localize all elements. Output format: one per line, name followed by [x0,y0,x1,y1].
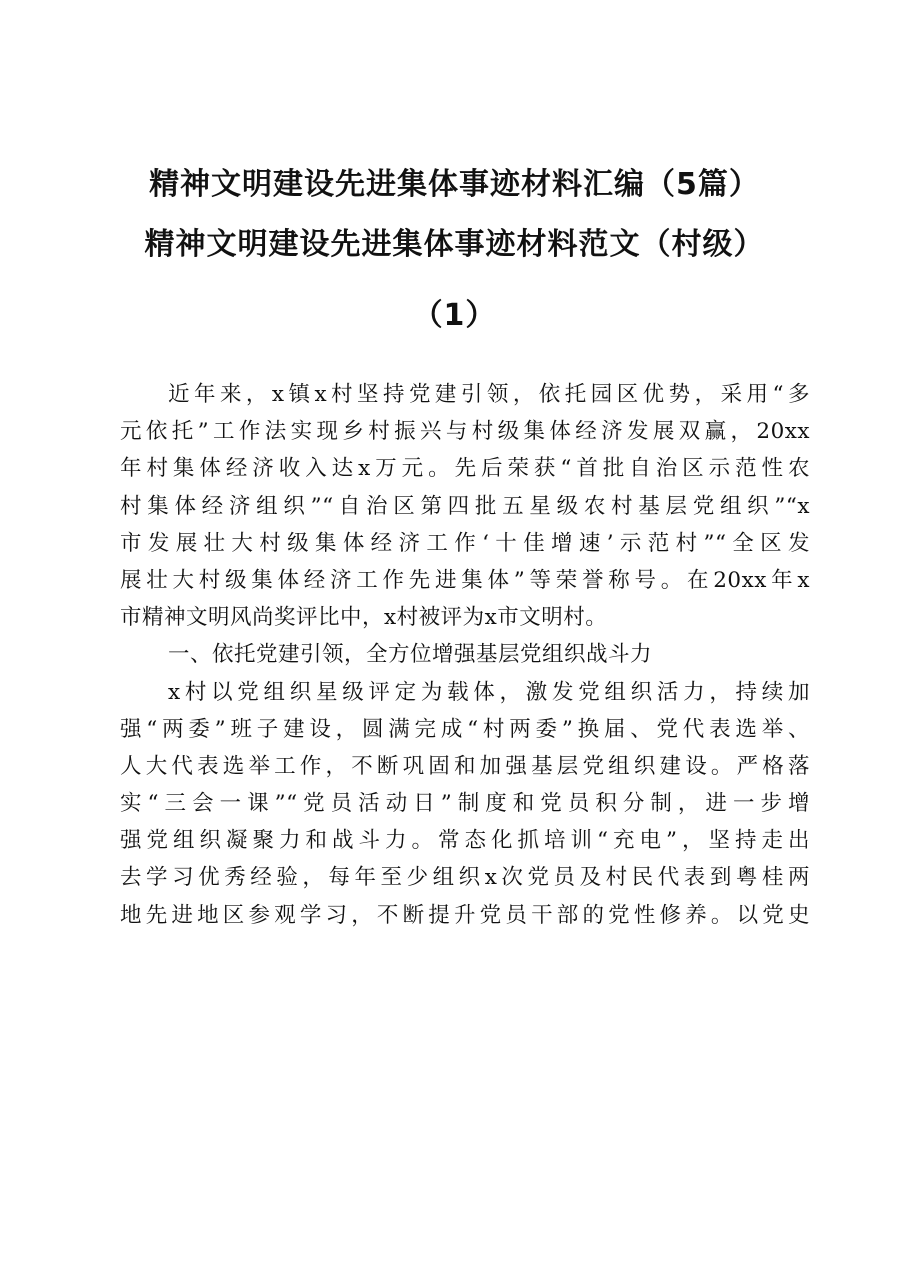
paragraph-line: 展壮大村级集体经济工作先进集体”等荣誉称号。在20xx年x [120,567,810,593]
paragraph-line: 去学习优秀经验，每年至少组织x次党员及村民代表到粤桂两 [120,865,810,891]
section-title-number: （1） [412,298,497,333]
paragraph-line: 强“两委”班子建设，圆满完成“村两委”换届、党代表选举、 [120,716,810,742]
section-title: 精神文明建设先进集体事迹材料范文（村级） [144,227,765,262]
document-body [120,376,810,934]
paragraph-line: 人大代表选举工作，不断巩固和加强基层党组织建设。严格落 [120,753,810,779]
paragraph-line: 年村集体经济收入达x万元。先后荣获“首批自治区示范性农 [120,456,810,482]
paragraph-line: 市精神文明风尚奖评比中，x村被评为x市文明村。 [120,605,608,631]
paragraph-line: 近年来，x镇x村坚持党建引领，依托园区优势，采用“多 [168,382,810,407]
paragraph-line: 地先进地区参观学习，不断提升党员干部的党性修养。以党史 [120,902,810,928]
paragraph-line: x村以党组织星级评定为载体，激发党组织活力，持续加 [168,679,810,705]
paragraph-line: 村集体经济组织”“自治区第四批五星级农村基层党组织”“x [120,493,810,519]
paragraph-line: 市发展壮大村级集体经济工作‘十佳增速’示范村”“全区发 [120,530,810,556]
section-heading: 一、依托党建引领，全方位增强基层党组织战斗力 [168,642,653,668]
paragraph-line: 强党组织凝聚力和战斗力。常态化抓培训“充电”，坚持走出 [120,828,810,854]
document-title: 精神文明建设先进集体事迹材料汇编（5篇） [149,167,760,202]
paragraph-line: 元依托”工作法实现乡村振兴与村级集体经济发展双赢，20xx [120,419,810,445]
paragraph-line: 实“三会一课”“党员活动日”制度和党员积分制，进一步增 [120,791,810,817]
